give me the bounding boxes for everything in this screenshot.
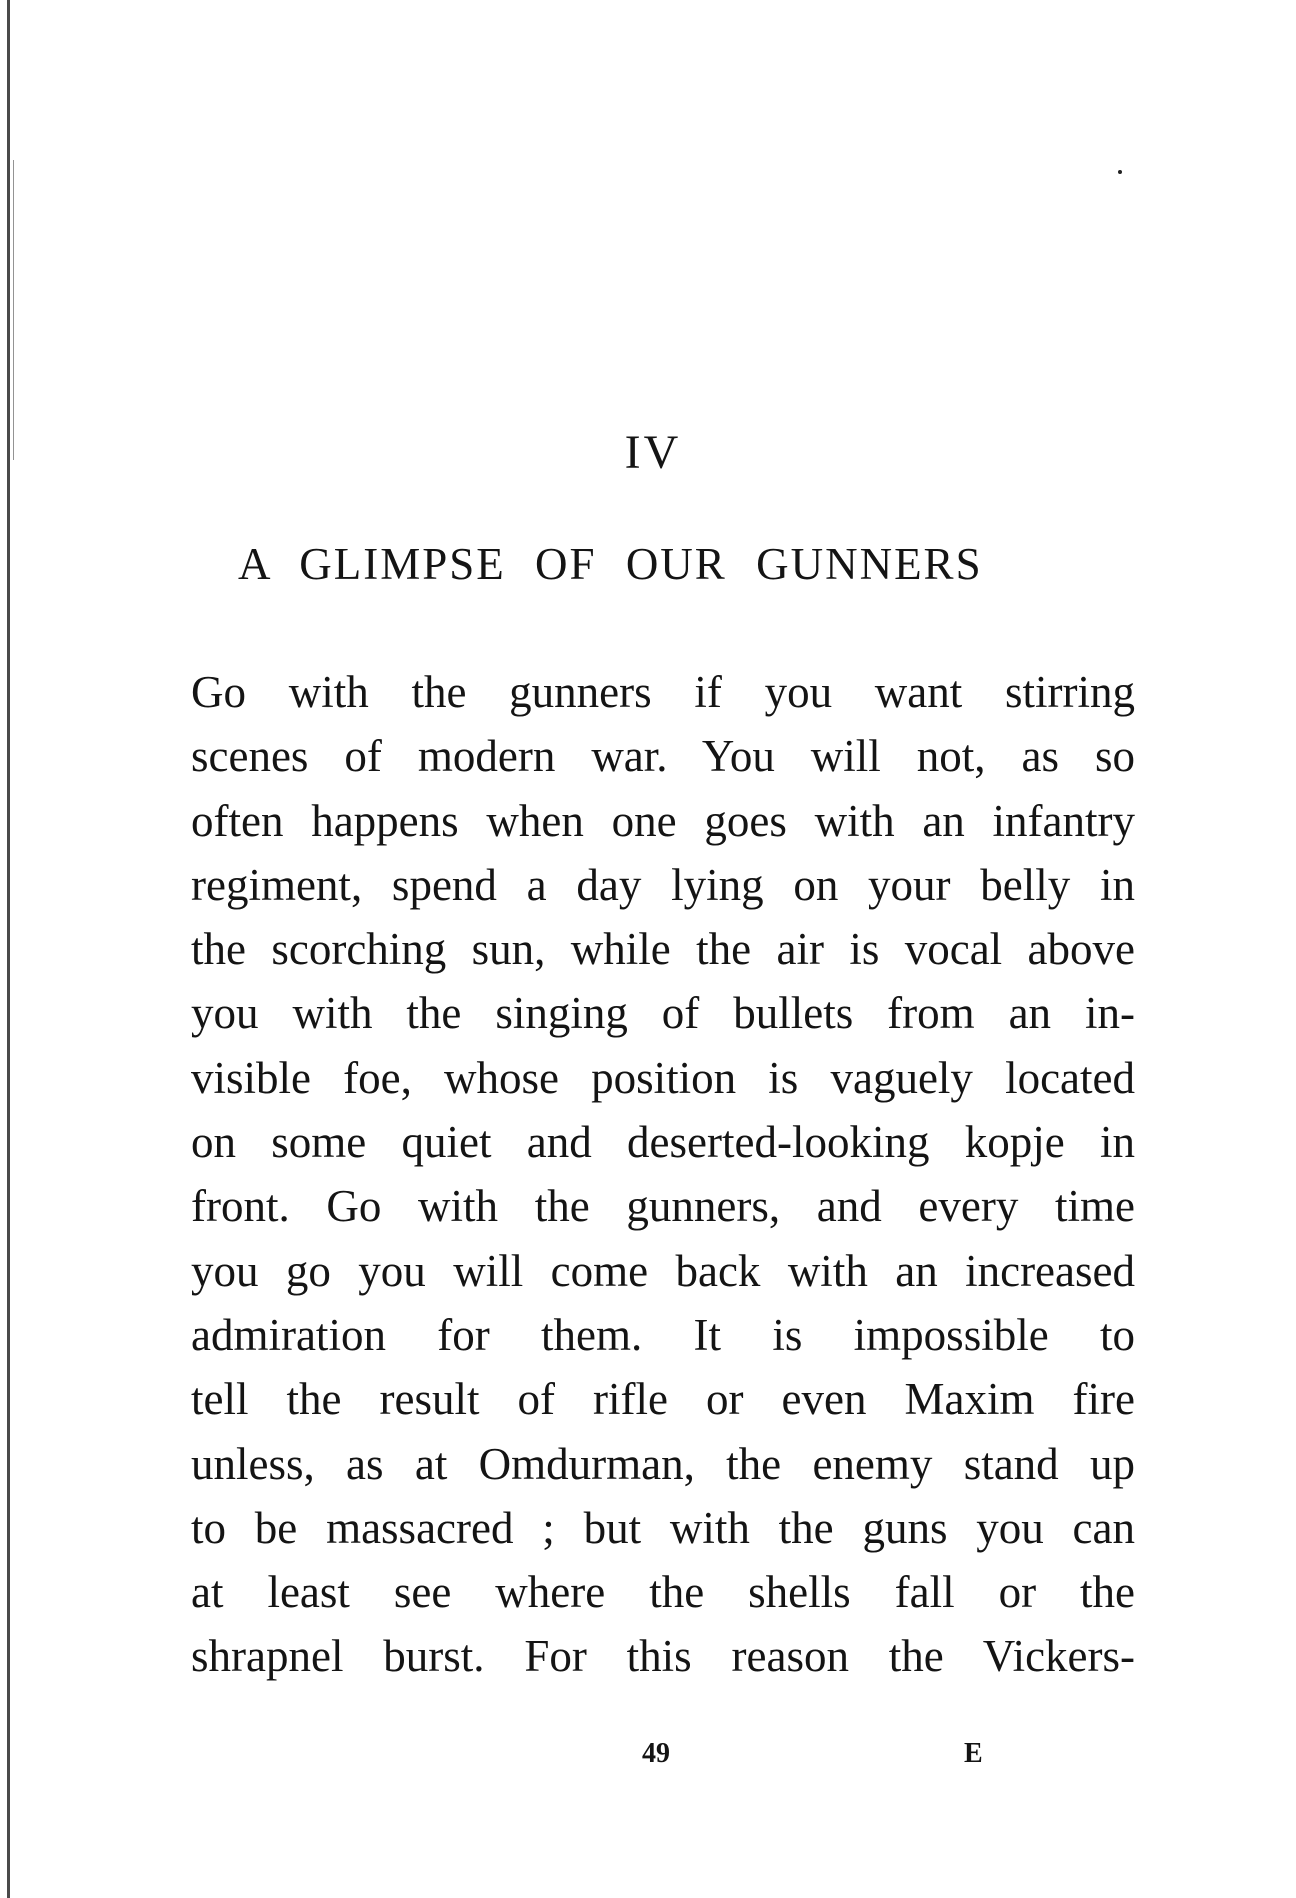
text-line: the scorching sun, while the air is vocal above bbox=[191, 924, 1135, 975]
binding-edge-shadow bbox=[13, 160, 14, 460]
page-number: 49 bbox=[642, 1738, 670, 1769]
text-line: front. Go with the gunners, and every time bbox=[191, 1181, 1135, 1232]
text-line: shrapnel burst. For this reason the Vickers- bbox=[191, 1631, 1135, 1682]
text-line: you go you will come back with an increased bbox=[191, 1245, 1135, 1296]
text-line: Go with the gunners if you want stirring bbox=[191, 667, 1135, 717]
signature-mark: E bbox=[964, 1738, 983, 1769]
binding-edge-line bbox=[7, 0, 10, 1898]
text-line: on some quiet and deserted-looking kopje in bbox=[191, 1117, 1135, 1168]
chapter-number: IV bbox=[624, 426, 682, 479]
text-line: at least see where the shells fall or the bbox=[191, 1567, 1135, 1618]
text-line: visible foe, whose position is vaguely located bbox=[191, 1052, 1135, 1103]
text-line: to be massacred ; but with the guns you can bbox=[191, 1502, 1135, 1553]
text-line: you with the singing of bullets from an in- bbox=[191, 988, 1135, 1039]
text-line: unless, as at Omdurman, the enemy stand up bbox=[191, 1438, 1135, 1489]
text-line: admiration for them. It is impossible to bbox=[191, 1309, 1135, 1360]
text-line: tell the result of rifle or even Maxim fire bbox=[191, 1374, 1135, 1425]
body-paragraph bbox=[191, 660, 1135, 1689]
chapter-title: A GLIMPSE OF OUR GUNNERS bbox=[238, 539, 983, 589]
text-line: often happens when one goes with an infantry bbox=[191, 795, 1135, 846]
text-line: regiment, spend a day lying on your belly in bbox=[191, 859, 1135, 910]
print-speck bbox=[1118, 170, 1122, 174]
text-line: scenes of modern war. You will not, as so bbox=[191, 731, 1135, 782]
